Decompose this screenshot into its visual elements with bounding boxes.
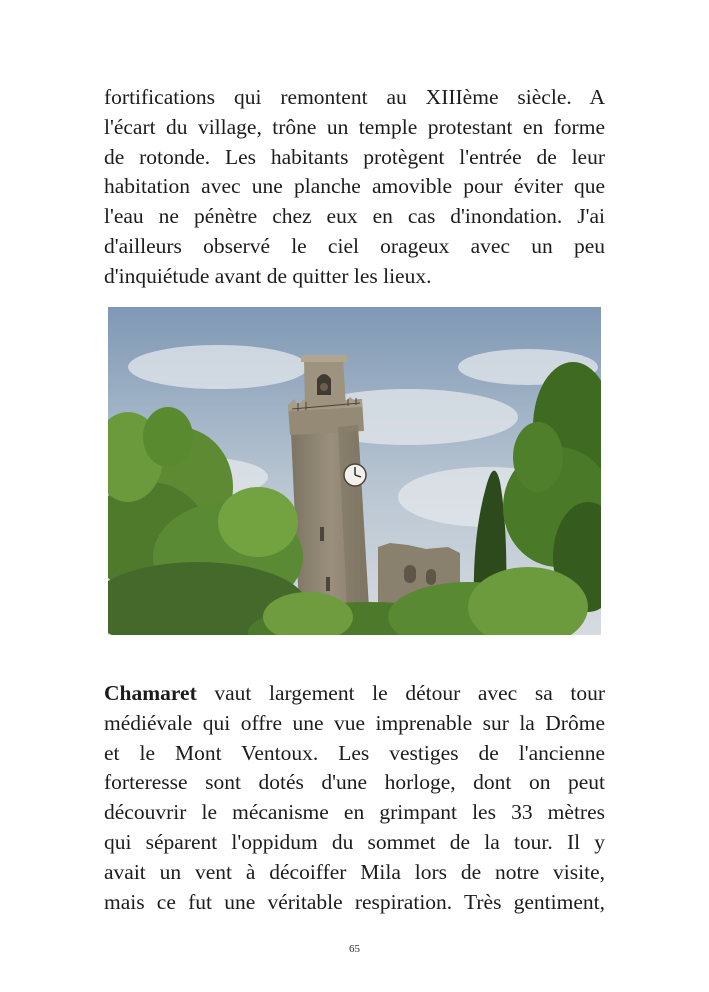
text-line: mais ce fut une véritable respiration. Très gentiment, <box>104 889 605 914</box>
text-line: forteresse sont dotés d'une horloge, dont on peut <box>104 770 605 795</box>
place-name-chamaret: Chamaret <box>104 681 197 705</box>
tower-photo-illustration <box>108 307 601 635</box>
page-number: 65 <box>349 943 360 955</box>
text-fragment: vaut largement le détour avec sa tour <box>196 681 605 705</box>
text-line: de rotonde. Les habitants protègent l'entrée de leur <box>104 144 605 169</box>
text-line <box>104 679 605 709</box>
text-line: l'eau ne pénètre chez eux en cas d'inondation. J'ai <box>104 204 605 229</box>
text-line: découvrir le mécanisme en grimpant les 33 mètres <box>104 800 605 825</box>
paragraph-intro <box>104 83 605 292</box>
text-line: d'inquiétude avant de quitter les lieux. <box>104 263 432 288</box>
text-line: avait un vent à décoiffer Mila lors de notre visite, <box>104 859 605 884</box>
text-line: l'écart du village, trône un temple protestant en forme <box>104 114 605 139</box>
paragraph-chamaret <box>104 679 605 917</box>
text-line: et le Mont Ventoux. Les vestiges de l'ancienne <box>104 740 605 765</box>
tower-photo <box>108 307 601 635</box>
text-line: médiévale qui offre une vue imprenable sur la Drôme <box>104 710 605 735</box>
text-line: qui séparent l'oppidum du sommet de la tour. Il y <box>104 829 605 854</box>
text-line: habitation avec une planche amovible pour éviter que <box>104 174 605 199</box>
text-line: fortifications qui remontent au XIIIème siècle. A <box>104 85 605 109</box>
text-line: d'ailleurs observé le ciel orageux avec un peu <box>104 233 605 258</box>
